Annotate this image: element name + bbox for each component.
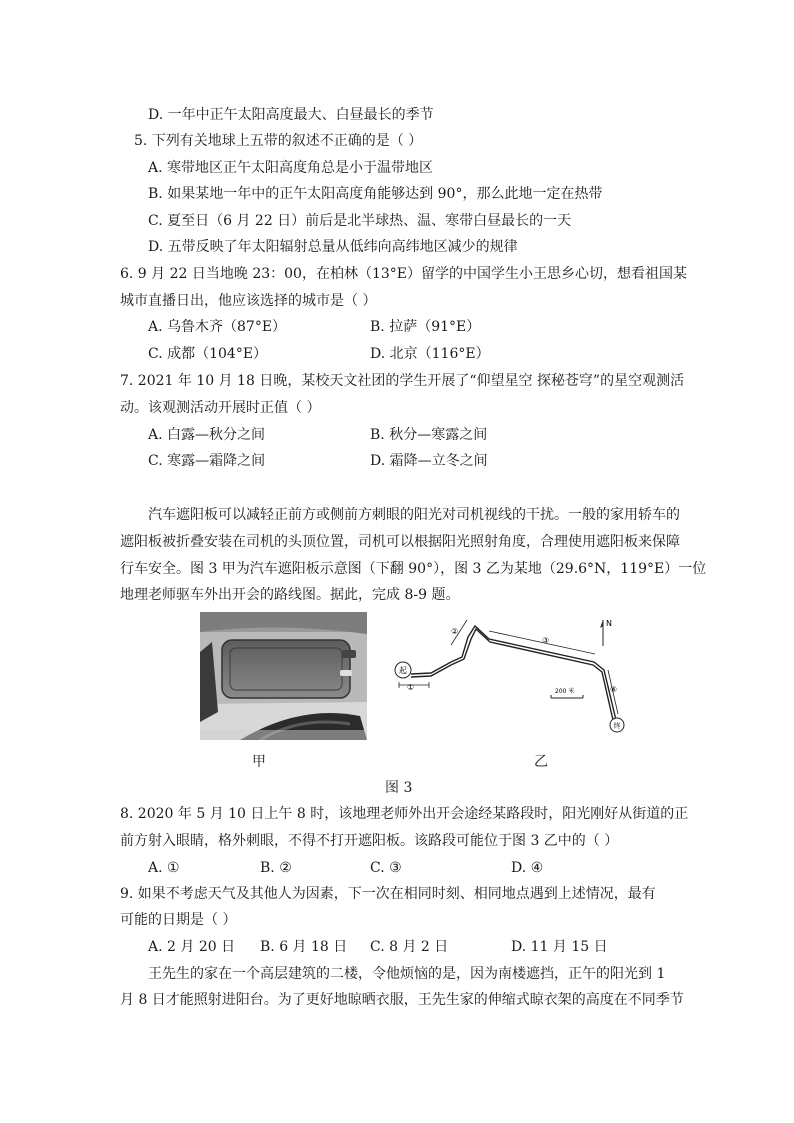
q9-option-c: C. 8 月 2 日 bbox=[370, 939, 449, 955]
q9-option-d: D. 11 月 15 日 bbox=[511, 939, 608, 955]
passage1-line2: 遮阳板被折叠安装在司机的头顶位置，司机可以根据阳光照射角度，合理使用遮阳板来保障 bbox=[120, 534, 680, 550]
q6-option-a: A. 乌鲁木齐（87°E） bbox=[148, 319, 287, 335]
q5-option-a: A. 寒带地区正午太阳高度角总是小于温带地区 bbox=[148, 160, 434, 176]
q7-stem-line2: 动。该观测活动开展时正值（ ） bbox=[120, 400, 321, 416]
q8-option-b: B. ② bbox=[260, 860, 292, 876]
q9-stem-line1: 9. 如果不考虑天气及其他人为因素，下一次在相同时刻、相同地点遇到上述情况，最有 bbox=[120, 886, 656, 902]
q9-stem-line2: 可能的日期是（ ） bbox=[120, 912, 237, 928]
segment-4-label: ④ bbox=[610, 685, 618, 694]
figure-caption: 图 3 bbox=[385, 780, 413, 796]
q8-option-a: A. ① bbox=[148, 860, 180, 876]
svg-text:N: N bbox=[606, 619, 612, 628]
q5-option-b: B. 如果某地一年中的正午太阳高度角能够达到 90°，那么此地一定在热带 bbox=[148, 186, 603, 202]
start-label: 起 bbox=[399, 666, 407, 675]
figure-label-jia: 甲 bbox=[252, 754, 266, 770]
passage1-line1: 汽车遮阳板可以减轻正前方或侧前方刺眼的阳光对司机视线的干扰。一般的家用轿车的 bbox=[148, 507, 680, 523]
north-arrow-icon bbox=[600, 619, 612, 646]
segment-1-label: ① bbox=[407, 683, 415, 692]
q6-option-b: B. 拉萨（91°E） bbox=[370, 319, 481, 335]
figure-label-yi: 乙 bbox=[534, 754, 548, 770]
q5-option-c: C. 夏至日（6 月 22 日）前后是北半球热、温、寒带白昼最长的一天 bbox=[148, 213, 572, 229]
passage1-line3: 行车安全。图 3 甲为汽车遮阳板示意图（下翻 90°），图 3 乙为某地（29.6°N，119°E）一位 bbox=[120, 561, 707, 577]
route-map bbox=[385, 612, 635, 740]
end-label: 终 bbox=[613, 722, 621, 730]
svg-text:200 米: 200 米 bbox=[555, 688, 575, 695]
q6-option-d: D. 北京（116°E） bbox=[370, 346, 490, 362]
q6-option-c: C. 成都（104°E） bbox=[148, 346, 268, 362]
q8-stem-line1: 8. 2020 年 5 月 10 日上午 8 时，该地理老师外出开会途经某路段时，阳光刚好从街道的正 bbox=[120, 806, 689, 822]
q8-stem-line2: 前方射入眼睛，格外刺眼，不得不打开遮阳板。该路段可能位于图 3 乙中的（ ） bbox=[120, 833, 619, 849]
scale-bar bbox=[551, 687, 583, 698]
passage2-line2: 月 8 日才能照射进阳台。为了更好地晾晒衣服，王先生家的伸缩式晾衣架的高度在不同季节 bbox=[120, 992, 684, 1008]
segment-3-label: ③ bbox=[542, 636, 550, 645]
q5-stem: 5. 下列有关地球上五带的叙述不正确的是（ ） bbox=[134, 133, 423, 149]
segment-2-label: ② bbox=[451, 627, 459, 636]
q5-option-d: D. 五带反映了年太阳辐射总量从低纬向高纬地区减少的规律 bbox=[148, 239, 518, 255]
route-line bbox=[411, 626, 616, 720]
q7-option-a: A. 白露—秋分之间 bbox=[148, 427, 266, 443]
sun-visor-photo bbox=[200, 612, 367, 740]
passage1-line4: 地理老师驱车外出开会的路线图。据此，完成 8-9 题。 bbox=[120, 587, 460, 603]
q7-stem-line1: 7. 2021 年 10 月 18 日晚，某校天文社团的学生开展了“仰望星空 探秘苍穹”的星空观测活 bbox=[120, 373, 685, 389]
q6-stem-line1: 6. 9 月 22 日当地晚 23：00，在柏林（13°E）留学的中国学生小王思乡心切，想看祖国某 bbox=[120, 266, 687, 282]
q8-option-d: D. ④ bbox=[511, 860, 544, 876]
q6-stem-line2: 城市直播日出，他应该选择的城市是（ ） bbox=[120, 293, 377, 309]
q7-option-b: B. 秋分—寒露之间 bbox=[370, 427, 488, 443]
q8-option-c: C. ③ bbox=[370, 860, 402, 876]
q7-option-c: C. 寒露—霜降之间 bbox=[148, 453, 266, 469]
q4-option-d: D. 一年中正午太阳高度最大、白昼最长的季节 bbox=[148, 107, 434, 123]
q9-option-a: A. 2 月 20 日 bbox=[148, 939, 236, 955]
q9-option-b: B. 6 月 18 日 bbox=[260, 939, 348, 955]
q7-option-d: D. 霜降—立冬之间 bbox=[370, 453, 488, 469]
passage2-line1: 王先生的家在一个高层建筑的二楼，令他烦恼的是，因为南楼遮挡，正午的阳光到 1 bbox=[148, 966, 666, 982]
